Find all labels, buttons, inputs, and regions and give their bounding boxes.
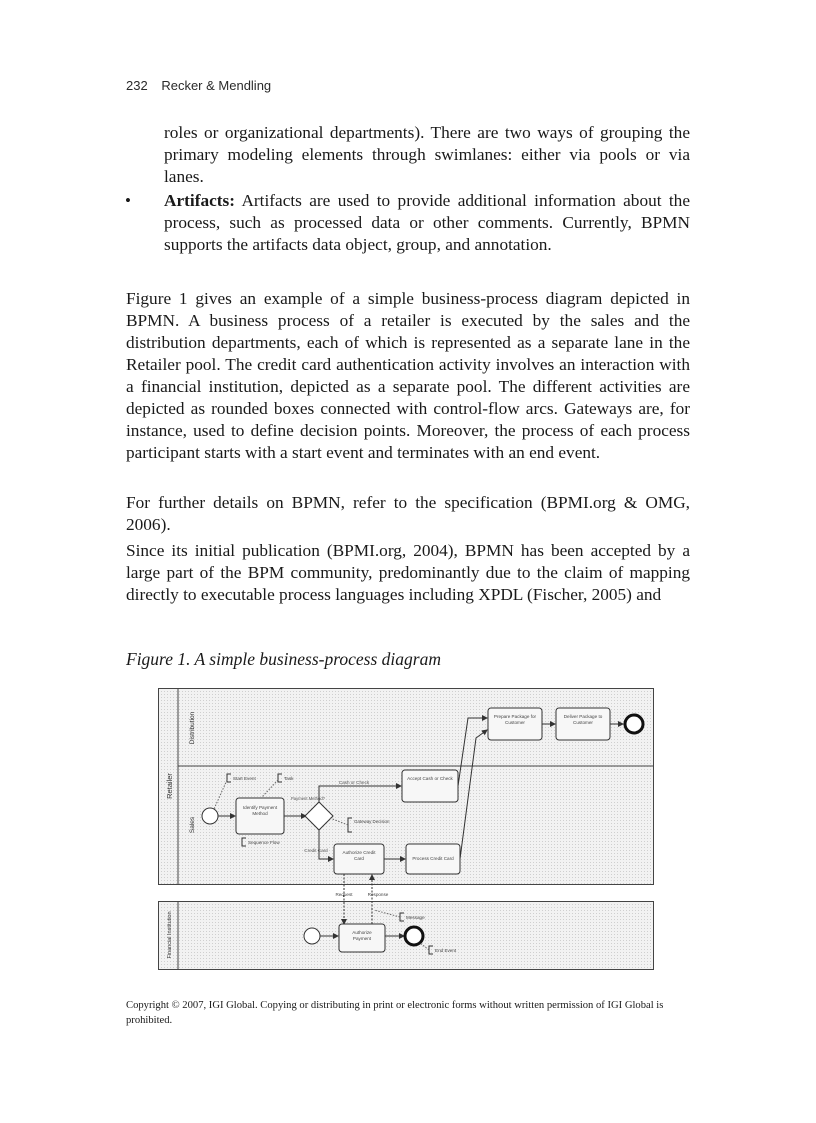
annotation-sequence-flow — [242, 838, 280, 846]
annotation-task-text: Task — [284, 776, 294, 781]
message-label-request: Request — [335, 892, 353, 897]
running-authors: Recker & Mendling — [161, 78, 272, 93]
task-identify-payment-label: Identify Payment Method — [242, 805, 278, 816]
financial-start-event — [304, 928, 320, 944]
distribution-lane-label: Distribution — [189, 711, 196, 745]
annotation-start-event-text: Start Event — [233, 776, 256, 781]
financial-pool-label: Financial Institution — [167, 911, 173, 959]
annotation-sequence-flow-text: Sequence Flow — [248, 840, 280, 845]
paragraph-publication: Since its initial publication (BPMI.org, 2004), BPMN has been accepted by a large part of the BPM community, predominantly due to the claim of mapping directly to executable process languages including XPDL (Fischer, 2005) and — [126, 541, 690, 604]
distribution-end-event — [625, 715, 643, 733]
sales-lane-label: Sales — [189, 816, 196, 834]
task-authorize-credit-label: Authorize Credit Card — [342, 850, 376, 861]
flow-label-payment-method: Payment Method? — [291, 796, 325, 801]
financial-end-event — [405, 927, 423, 945]
annotation-end-event-text: End Event — [435, 948, 457, 953]
task-accept-cash-label: Accept Cash or Check — [407, 776, 453, 781]
paragraph-specification: For further details on BPMN, refer to the specification (BPMI.org & OMG, 2006). — [126, 493, 690, 534]
flow-label-cash-or-check: Cash or Check — [338, 780, 370, 785]
task-prepare-package-label: Prepare Package for Customer — [493, 714, 537, 725]
annotation-gateway-text: Gateway Decision — [354, 819, 390, 824]
bpmn-diagram — [158, 688, 654, 972]
artifacts-text: Artifacts are used to provide additional information about the process, such as processed data or other comments. Currently, BPMN supports the artifacts data object, group, and annotation. — [164, 191, 690, 254]
artifacts-term: Artifacts: — [164, 191, 236, 210]
running-header — [126, 78, 281, 93]
paragraph-figure-intro: Figure 1 gives an example of a simple business-process diagram depicted in BPMN. A business process of a retailer is executed by the sales and the distribution departments, each of which is represented as a separate lane in the Retailer pool. The credit card authentication activity involves an interaction with a financial institution, depicted as a separate pool. The different activities are depicted as rounded boxes connected with control-flow arcs. Gateways are, for instance, used to define decision points. Moreover, the process of each process participant starts with a start event and terminates with an end event. — [126, 289, 690, 462]
task-deliver-package-label: Deliver Package to Customer — [563, 714, 603, 725]
annotation-message-text: Message — [406, 915, 425, 920]
bullet-marker: • — [125, 191, 131, 210]
task-process-credit-label: Process Credit Card — [412, 856, 454, 861]
copyright-notice: Copyright © 2007, IGI Global. Copying or distributing in print or electronic forms without written permission of IGI Global is prohibited. — [126, 1000, 664, 1026]
task-authorize-payment-label: Authorize Payment — [352, 930, 372, 941]
flow-label-credit-card: Credit Card — [304, 848, 328, 853]
page-number: 232 — [126, 78, 148, 93]
retailer-pool-label: Retailer — [165, 773, 174, 799]
figure-caption: Figure 1. A simple business-process diagram — [126, 649, 441, 669]
artifacts-bullet — [164, 190, 690, 256]
continued-bullet-text: roles or organizational departments). There are two ways of grouping the primary modeling elements through swimlanes: either via pools or via lanes. — [164, 123, 690, 186]
message-label-response: Response — [367, 892, 389, 897]
sales-start-event — [202, 808, 218, 824]
